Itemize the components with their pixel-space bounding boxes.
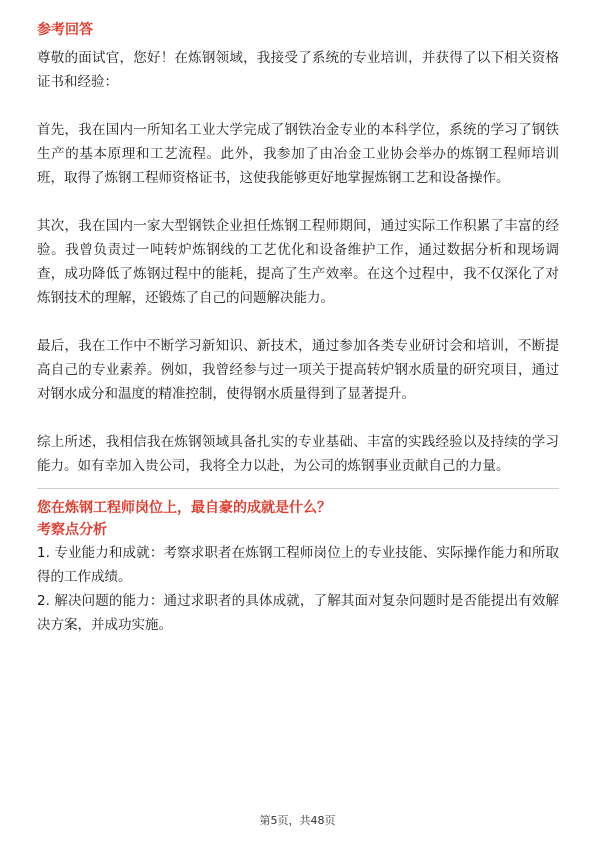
page-content xyxy=(37,20,559,637)
answer-paragraph-education: 首先，我在国内一所知名工业大学完成了钢铁冶金专业的本科学位，系统的学习了钢铁生产的基本原理和工艺流程。此外，我参加了由冶金工业协会举办的炼钢工程师培训班，取得了炼钢工程师资格证书，这使我能够更好地掌握炼钢工艺和设备操作。 xyxy=(37,122,559,186)
question-heading: 您在炼钢工程师岗位上，最自豪的成就是什么？ xyxy=(37,500,331,516)
analysis-heading: 考察点分析 xyxy=(37,522,107,538)
analysis-item: 2. 解决问题的能力：通过求职者的具体成就，了解其面对复杂问题时是否能提出有效解决方案，并成功实施。 xyxy=(37,593,559,633)
answer-heading: 参考回答 xyxy=(37,22,93,38)
answer-intro-paragraph: 尊敬的面试官，您好！在炼钢领域，我接受了系统的专业培训，并获得了以下相关资格证书和经验： xyxy=(37,50,559,90)
section-divider xyxy=(37,488,559,489)
page-number-footer: 第5页，共48页 xyxy=(259,814,336,827)
answer-paragraph-experience: 其次，我在国内一家大型钢铁企业担任炼钢工程师期间，通过实际工作积累了丰富的经验。我曾负责过一吨转炉炼钢线的工艺优化和设备维护工作，通过数据分析和现场调查，成功降低了炼钢过程中的能耗，提高了生产效率。在这个过程中，我不仅深化了对炼钢技术的理解，还锻炼了自己的问题解决能力。 xyxy=(37,218,559,306)
analysis-item: 1. 专业能力和成就：考察求职者在炼钢工程师岗位上的专业技能、实际操作能力和所取得的工作成绩。 xyxy=(37,545,559,585)
answer-paragraph-summary: 综上所述，我相信我在炼钢领域具备扎实的专业基础、丰富的实践经验以及持续的学习能力。如有幸加入贵公司，我将全力以赴，为公司的炼钢事业贡献自己的力量。 xyxy=(37,434,559,474)
answer-paragraph-learning: 最后，我在工作中不断学习新知识、新技术，通过参加各类专业研讨会和培训，不断提高自己的专业素养。例如，我曾经参与过一项关于提高转炉钢水质量的研究项目，通过对钢水成分和温度的精准控制，使得钢水质量得到了显著提升。 xyxy=(37,338,559,402)
